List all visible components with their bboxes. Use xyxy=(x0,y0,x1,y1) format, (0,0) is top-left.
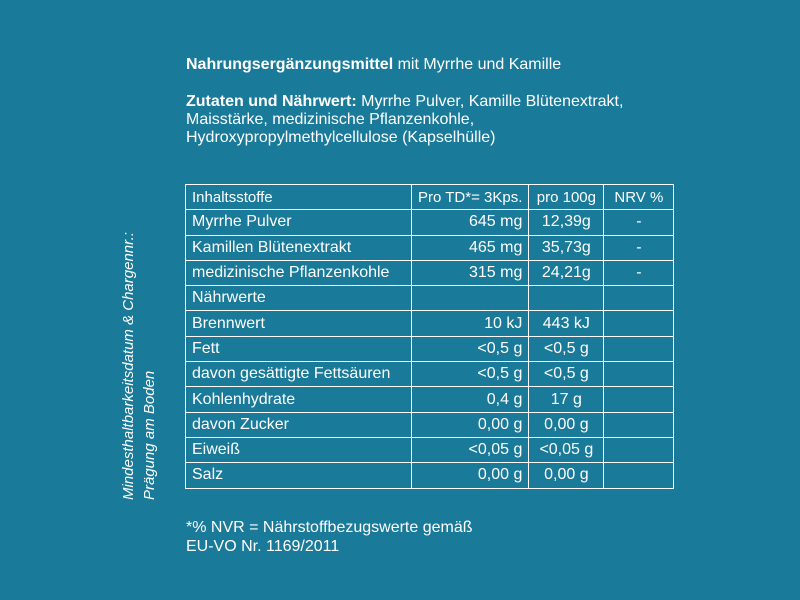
header-per-dose: Pro TD*= 3Kps. xyxy=(412,185,529,210)
cell-per-dose: 0,00 g xyxy=(412,412,529,437)
table-row xyxy=(186,463,674,488)
cell-nrv xyxy=(604,437,674,462)
side-note xyxy=(118,160,160,500)
header-per-100g: pro 100g xyxy=(529,185,604,210)
cell-name: Fett xyxy=(186,336,412,361)
cell-per-100g: <0,5 g xyxy=(529,362,604,387)
cell-name: Nährwerte xyxy=(186,286,412,311)
cell-name: Eiweiß xyxy=(186,437,412,462)
table-row xyxy=(186,437,674,462)
cell-per-100g: 0,00 g xyxy=(529,463,604,488)
cell-per-dose: 10 kJ xyxy=(412,311,529,336)
cell-per-dose: 0,00 g xyxy=(412,463,529,488)
cell-per-dose: 315 mg xyxy=(412,260,529,285)
cell-name: davon gesättigte Fettsäuren xyxy=(186,362,412,387)
footnote xyxy=(186,518,473,556)
cell-name: Brennwert xyxy=(186,311,412,336)
cell-per-100g: 443 kJ xyxy=(529,311,604,336)
table-row xyxy=(186,336,674,361)
cell-nrv: - xyxy=(604,260,674,285)
nutrition-table xyxy=(185,184,674,489)
table-row xyxy=(186,286,674,311)
cell-nrv xyxy=(604,387,674,412)
cell-per-dose: <0,05 g xyxy=(412,437,529,462)
cell-nrv xyxy=(604,362,674,387)
cell-per-dose: <0,5 g xyxy=(412,362,529,387)
cell-nrv xyxy=(604,336,674,361)
cell-per-100g: <0,05 g xyxy=(529,437,604,462)
table-row xyxy=(186,260,674,285)
cell-per-100g: 24,21g xyxy=(529,260,604,285)
footnote-line2: EU-VO Nr. 1169/2011 xyxy=(186,538,340,555)
ingredients-block xyxy=(186,93,626,147)
footnote-line1: *% NVR = Nährstoffbezugswerte gemäß xyxy=(186,519,473,536)
cell-nrv xyxy=(604,463,674,488)
cell-per-dose: 465 mg xyxy=(412,235,529,260)
cell-nrv xyxy=(604,311,674,336)
ingredients-text: Myrrhe Pulver, Kamille Blütenextrakt, Maisstärke, medizinische Pflanzenkohle, Hydroxypropylmethylcellulose (Kapselhülle) xyxy=(186,93,624,146)
table-row xyxy=(186,387,674,412)
cell-nrv xyxy=(604,286,674,311)
cell-per-100g: 12,39g xyxy=(529,210,604,235)
table-header-row xyxy=(186,185,674,210)
cell-per-100g: 17 g xyxy=(529,387,604,412)
table-row xyxy=(186,412,674,437)
table-row xyxy=(186,235,674,260)
cell-name: Kamillen Blütenextrakt xyxy=(186,235,412,260)
table-row xyxy=(186,210,674,235)
side-note-line2: Prägung am Boden xyxy=(141,370,158,500)
cell-nrv: - xyxy=(604,210,674,235)
table-row xyxy=(186,311,674,336)
cell-per-100g: <0,5 g xyxy=(529,336,604,361)
table-row xyxy=(186,362,674,387)
product-subtitle: mit Myrrhe und Kamille xyxy=(393,56,562,73)
cell-per-dose: <0,5 g xyxy=(412,336,529,361)
cell-per-dose: 0,4 g xyxy=(412,387,529,412)
side-note-line1: Mindesthaltbarkeitsdatum & Chargennr.: xyxy=(120,232,137,500)
cell-name: medizinische Pflanzenkohle xyxy=(186,260,412,285)
cell-per-100g xyxy=(529,286,604,311)
cell-per-100g: 35,73g xyxy=(529,235,604,260)
cell-name: Kohlenhydrate xyxy=(186,387,412,412)
product-type: Nahrungsergänzungsmittel xyxy=(186,56,394,73)
cell-name: Myrrhe Pulver xyxy=(186,210,412,235)
cell-per-dose: 645 mg xyxy=(412,210,529,235)
header-nrv: NRV % xyxy=(604,185,674,210)
cell-per-dose xyxy=(412,286,529,311)
ingredients-label: Zutaten und Nährwert: xyxy=(186,93,357,110)
cell-nrv xyxy=(604,412,674,437)
cell-name: davon Zucker xyxy=(186,412,412,437)
cell-per-100g: 0,00 g xyxy=(529,412,604,437)
cell-nrv: - xyxy=(604,235,674,260)
product-description xyxy=(186,56,561,74)
header-ingredient: Inhaltsstoffe xyxy=(186,185,412,210)
cell-name: Salz xyxy=(186,463,412,488)
